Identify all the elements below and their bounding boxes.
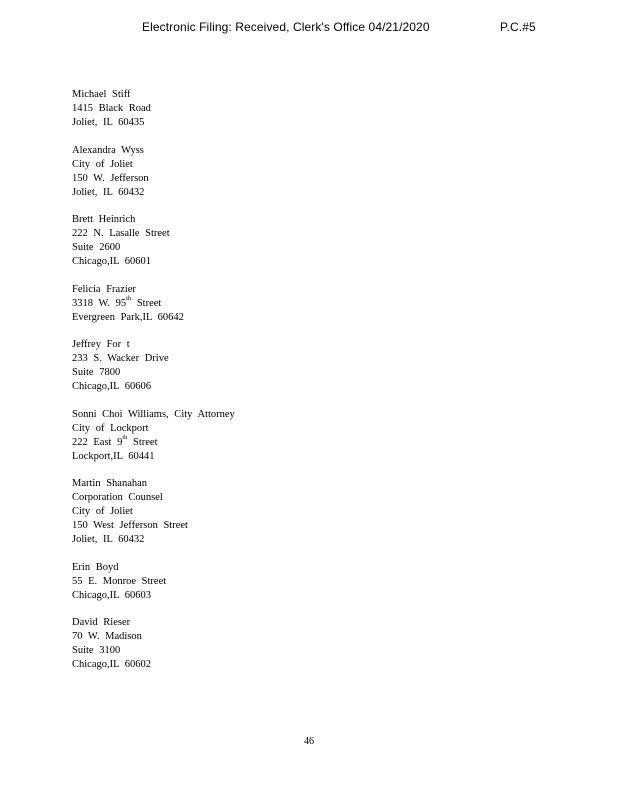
address-entry	[72, 408, 572, 464]
address-entry	[72, 616, 572, 672]
filing-stamp: Electronic Filing: Received, Clerk's Office 04/21/2020	[142, 20, 430, 34]
ordinal-suffix: th	[126, 295, 132, 302]
addressee-name: Martin Shanahan	[72, 478, 148, 489]
address-line: City of Joliet	[72, 506, 133, 517]
addressee-name: Erin Boyd	[72, 561, 119, 573]
address-line: 150 W. Jefferson	[72, 172, 149, 184]
address-line: Suite 7800	[72, 367, 121, 378]
service-list	[72, 88, 572, 686]
address-line: Chicago,IL 60602	[72, 659, 152, 670]
address-line: 222 N. Lasalle Street	[72, 228, 170, 239]
page-header	[0, 20, 618, 36]
address-entry	[72, 283, 572, 325]
addressee-name: David Rieser	[72, 617, 131, 628]
addressee-name: Jeffrey For t	[72, 339, 130, 350]
address-line: 150 West Jefferson Street	[72, 520, 188, 531]
address-line: City of Joliet	[72, 158, 133, 170]
address-entry	[72, 477, 572, 547]
address-line: Suite 3100	[72, 645, 121, 656]
address-entry	[72, 88, 572, 130]
addressee-name: Sonni Choi Williams, City Attorney	[72, 408, 235, 420]
address-line: Chicago,IL 60601	[72, 256, 152, 267]
address-entry	[72, 213, 572, 269]
address-line: City of Lockport	[72, 422, 149, 434]
address-line: Lockport,IL 60441	[72, 450, 155, 462]
address-line: Evergreen Park,IL 60642	[72, 311, 184, 323]
address-line: 70 W. Madison	[72, 631, 142, 642]
pc-label: P.C.#5	[500, 20, 536, 34]
ordinal-suffix: th	[122, 434, 128, 441]
address-entry	[72, 561, 572, 603]
address-line: Suite 2600	[72, 242, 121, 253]
addressee-name: Brett Heinrich	[72, 214, 136, 225]
addressee-name: Michael Stiff	[72, 89, 131, 100]
address-line: Joliet, IL 60432	[72, 186, 145, 198]
address-line: Chicago,IL 60606	[72, 381, 152, 392]
page-number: 46	[304, 736, 314, 747]
addressee-name: Felicia Frazier	[72, 283, 136, 295]
addressee-name: Alexandra Wyss	[72, 144, 144, 156]
address-line: 55 E. Monroe Street	[72, 575, 167, 587]
address-line: 233 S. Wacker Drive	[72, 353, 169, 364]
address-entry	[72, 144, 572, 200]
address-line: Joliet, IL 60435	[72, 117, 145, 128]
address-line: 1415 Black Road	[72, 103, 151, 114]
address-line: Joliet, IL 60432	[72, 534, 145, 545]
address-line: 3318 W. 95th Street	[72, 295, 162, 309]
address-entry	[72, 338, 572, 394]
address-line: Chicago,IL 60603	[72, 589, 152, 601]
address-line: Corporation Counsel	[72, 492, 163, 503]
address-line: 222 East 9th Street	[72, 434, 158, 448]
